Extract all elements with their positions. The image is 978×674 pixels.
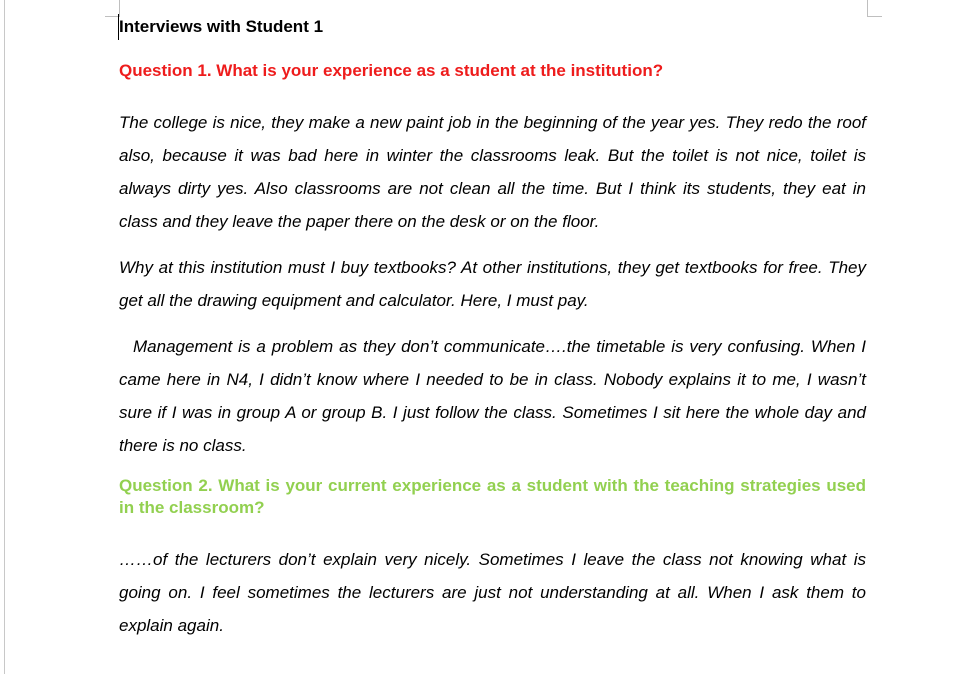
page-edge-line	[4, 0, 5, 674]
answer-2-paragraph-1: ……of the lecturers don’t explain very nicely. Sometimes I leave the class not knowing what is going on. I feel sometimes the lecturers are just not understanding at all. When I ask them to explain again.	[119, 550, 866, 635]
document-body[interactable]	[119, 14, 866, 655]
answer-1-paragraph-1: The college is nice, they make a new paint job in the beginning of the year yes. They redo the roof also, because it was bad here in winter the classrooms leak. But the toilet is not nice, toilet is always dirty yes. Also classrooms are not clean all the time. But I think its students, they eat in class and they leave the paper there on the desk or on the floor.	[119, 113, 866, 231]
document-title: Interviews with Student 1	[118, 14, 866, 40]
answer-1-paragraph-3: Management is a problem as they don’t communicate….the timetable is very confusing. When I came here in N4, I didn’t know where I needed to be in class. Nobody explains it to me, I wasn’t sure if I was in group A or group B. I just follow the class. Sometimes I sit here the whole day and there is no class.	[119, 337, 866, 455]
question-2-heading: Question 2. What is your current experience as a student with the teaching strategies used in the classroom?	[119, 476, 866, 517]
margin-corner-mark-right	[867, 0, 882, 17]
answer-1-paragraph-2: Why at this institution must I buy textbooks? At other institutions, they get textbooks for free. They get all the drawing equipment and calculator. Here, I must pay.	[119, 258, 866, 310]
question-1-heading: Question 1. What is your experience as a student at the institution?	[119, 61, 664, 80]
